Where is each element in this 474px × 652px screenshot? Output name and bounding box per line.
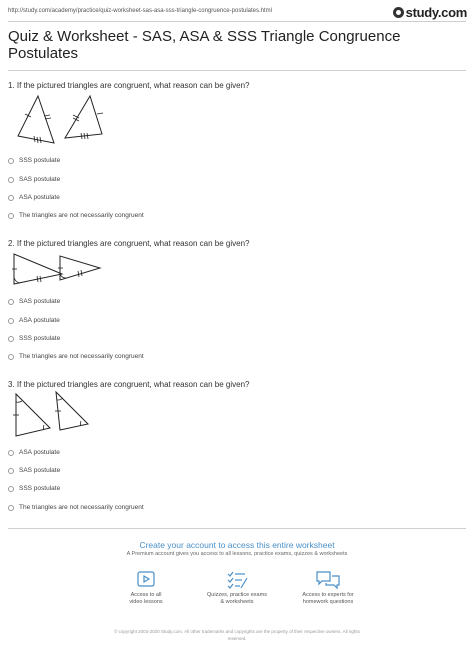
question-3-option-2[interactable] bbox=[8, 467, 60, 474]
feature-video-lessons bbox=[106, 570, 186, 606]
feature-2-line-1: Quizzes, practice exams bbox=[207, 592, 267, 598]
question-3-triangles-figure bbox=[10, 390, 90, 440]
study-logo[interactable] bbox=[393, 5, 467, 20]
option-label: SSS postulate bbox=[19, 335, 61, 342]
feature-1-line-2: video lessons bbox=[129, 599, 163, 605]
radio-button-icon[interactable] bbox=[8, 177, 14, 183]
page-title-line-1: Quiz & Worksheet - SAS, ASA & SSS Triangle Congruence bbox=[8, 28, 401, 45]
question-2-triangles-figure bbox=[10, 252, 110, 288]
question-3-option-1[interactable] bbox=[8, 449, 60, 456]
logo-text: study.com bbox=[405, 4, 467, 20]
title-divider bbox=[8, 70, 466, 71]
copyright-notice bbox=[0, 628, 474, 642]
radio-button-icon[interactable] bbox=[8, 318, 14, 324]
option-label: SSS postulate bbox=[19, 157, 61, 164]
option-label: ASA postulate bbox=[19, 317, 60, 324]
radio-button-icon[interactable] bbox=[8, 299, 14, 305]
option-label: ASA postulate bbox=[19, 194, 60, 201]
radio-button-icon[interactable] bbox=[8, 505, 14, 511]
video-play-icon bbox=[135, 570, 157, 590]
option-label: The triangles are not necessarily congruent bbox=[19, 504, 144, 511]
question-1-option-3[interactable] bbox=[8, 194, 60, 201]
question-3: 3. If the pictured triangles are congruent, what reason can be given? bbox=[8, 380, 250, 389]
option-label: The triangles are not necessarily congruent bbox=[19, 212, 144, 219]
feature-3-line-1: Access to experts for bbox=[302, 592, 354, 598]
question-2-option-4[interactable] bbox=[8, 353, 144, 360]
copyright-line-1: © copyright 2003-2020 Study.com. All other trademarks and copyrights are the property of their respective owners. All rights bbox=[114, 629, 360, 634]
question-3-option-4[interactable] bbox=[8, 504, 144, 511]
page-title-line-2: Postulates bbox=[8, 45, 79, 62]
option-label: SAS postulate bbox=[19, 467, 61, 474]
question-1-triangles-figure bbox=[10, 92, 110, 148]
option-label: SAS postulate bbox=[19, 176, 61, 183]
promo-title-link[interactable]: Create your account to access this entire worksheet bbox=[139, 540, 335, 550]
radio-button-icon[interactable] bbox=[8, 158, 14, 164]
question-2-option-2[interactable] bbox=[8, 317, 60, 324]
chat-bubbles-icon bbox=[315, 570, 341, 590]
question-2-option-1[interactable] bbox=[8, 298, 60, 305]
feature-experts bbox=[288, 570, 368, 606]
option-label: The triangles are not necessarily congruent bbox=[19, 353, 144, 360]
option-label: SSS postulate bbox=[19, 485, 61, 492]
question-1-option-1[interactable] bbox=[8, 157, 60, 164]
study-logo-icon bbox=[393, 7, 404, 18]
feature-3-line-2: homework questions bbox=[302, 599, 354, 605]
promo-divider bbox=[8, 528, 466, 529]
radio-button-icon[interactable] bbox=[8, 468, 14, 474]
option-label: SAS postulate bbox=[19, 298, 61, 305]
feature-quizzes bbox=[197, 570, 277, 606]
radio-button-icon[interactable] bbox=[8, 450, 14, 456]
question-1: 1. If the pictured triangles are congruent, what reason can be given? bbox=[8, 81, 250, 90]
header-divider bbox=[8, 21, 466, 22]
radio-button-icon[interactable] bbox=[8, 336, 14, 342]
radio-button-icon[interactable] bbox=[8, 354, 14, 360]
question-1-option-2[interactable] bbox=[8, 176, 60, 183]
page-url: http://study.com/academy/practice/quiz-worksheet-sas-asa-sss-triangle-congruence-postulates.html bbox=[8, 8, 272, 14]
question-2-option-3[interactable] bbox=[8, 335, 60, 342]
option-label: ASA postulate bbox=[19, 449, 60, 456]
promo-subtitle: A Premium account gives you access to all lessons, practice exams, quizzes & worksheets bbox=[126, 551, 348, 557]
copyright-line-2: reserved. bbox=[227, 636, 247, 641]
radio-button-icon[interactable] bbox=[8, 213, 14, 219]
question-3-option-3[interactable] bbox=[8, 485, 60, 492]
top-bar bbox=[0, 0, 474, 20]
radio-button-icon[interactable] bbox=[8, 486, 14, 492]
feature-2-line-2: & worksheets bbox=[220, 599, 254, 605]
question-2: 2. If the pictured triangles are congruent, what reason can be given? bbox=[8, 239, 250, 248]
feature-1-line-1: Access to all bbox=[130, 592, 162, 598]
checklist-icon bbox=[225, 570, 249, 590]
question-1-option-4[interactable] bbox=[8, 212, 144, 219]
radio-button-icon[interactable] bbox=[8, 195, 14, 201]
page-title bbox=[8, 28, 448, 62]
